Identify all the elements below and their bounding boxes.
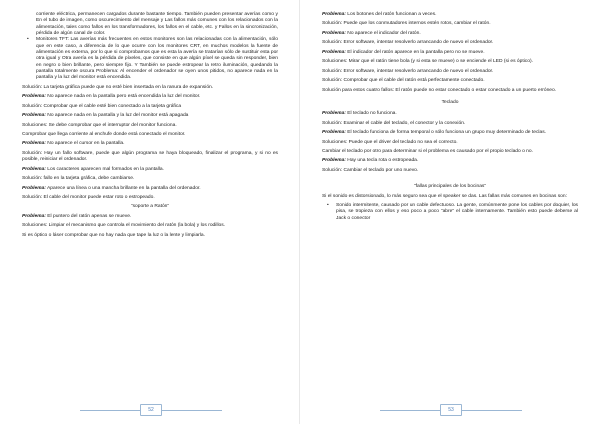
solution-paragraph bbox=[22, 176, 278, 182]
left-paragraphs bbox=[22, 85, 278, 202]
paragraph-text: Solución: El cable del monitor puede estar roto o estropeado. bbox=[22, 194, 155, 200]
paragraph-text: No aparece nada en la pantalla y la luz del monitor está apagada bbox=[45, 113, 189, 119]
bullet-text: Sonido intermitente, causado por un cable defectuoso. La gente, comúnmente pone los cables por doquier, los pisa, se tropieza con ellos y eso poco a poco “abre” el cable internamente. También esto puede deberse al Jack o conector bbox=[336, 203, 578, 221]
bullet-list-speakers bbox=[322, 203, 578, 222]
solution-paragraph bbox=[22, 132, 278, 138]
paragraph-text: Solución: fallo en la tarjeta gráfica, debe cambiarse. bbox=[22, 176, 135, 182]
paragraph-text: Solución: La tarjeta gráfica puede que no esté bien insertada en la ranura de expansión. bbox=[22, 84, 214, 90]
problem-label: Problema: bbox=[322, 30, 346, 36]
paragraph-text: Solución: Comprobar que el cable del ratón está perfectamente conectado. bbox=[322, 78, 485, 84]
page-number-right: 53 bbox=[440, 404, 462, 416]
problem-label: Problema: bbox=[22, 113, 46, 119]
problem-paragraph bbox=[322, 111, 578, 117]
paragraph-text: No aparece el cursor en la pantalla. bbox=[45, 141, 125, 147]
list-item bbox=[27, 37, 278, 81]
paragraph-text: Solución para estos cuatro fallos: El ratón puede no estar conectado o estar conectado a un puerto erróneo. bbox=[322, 87, 557, 93]
list-item bbox=[327, 203, 578, 222]
paragraph-text: Aparece una línea o una mancha brillante en la pantalla del ordenador. bbox=[45, 185, 201, 191]
problem-paragraph bbox=[22, 167, 278, 173]
problem-paragraph bbox=[22, 186, 278, 192]
paragraph-text: Solución: Hay un fallo software, puede que algún programa se haya bloqueado, finalizar el programa, y si no es posible, reiniciar el ordenador. bbox=[22, 150, 278, 163]
solution-paragraph bbox=[322, 149, 578, 155]
solution-paragraph bbox=[322, 78, 578, 84]
paragraph-text: Solución: Puede que los conmutadores internos estén rotos, cambiar el ratón. bbox=[322, 21, 491, 27]
solution-paragraph bbox=[322, 59, 578, 65]
paragraph-text: No aparece nada en la pantalla pero está encendida la luz del monitor. bbox=[45, 94, 201, 100]
problem-paragraph bbox=[22, 214, 278, 220]
paragraph-text: Solución: Error software, intentar resolverlo arrancando de nuevo el ordenador. bbox=[322, 68, 494, 74]
problem-label: Problema: bbox=[22, 185, 46, 191]
bullet-list-monitors bbox=[22, 12, 278, 82]
right-paragraphs-speakers bbox=[322, 194, 578, 200]
paragraph-text: Si es óptico o láser comprobar que no hay nada que tape la luz o la lente y limpiarla. bbox=[22, 232, 205, 238]
paragraph-text: Si el sonido es distorsionado, lo más seguro sea que el speaker se das. Las fallas más comunes en bocinas son: bbox=[322, 193, 567, 199]
paragraph-text: Los caracteres aparecen mal formados en la pantalla. bbox=[45, 166, 164, 172]
right-paragraphs bbox=[322, 12, 578, 94]
solution-paragraph bbox=[22, 233, 278, 239]
paragraph-text: El puntero del ratón apenas se mueve. bbox=[45, 213, 132, 219]
problem-label: Problema: bbox=[322, 158, 346, 164]
problem-label: Problema: bbox=[322, 12, 346, 17]
problem-label: Problema: bbox=[22, 94, 46, 100]
problem-paragraph bbox=[322, 31, 578, 37]
page-number-left: 52 bbox=[140, 404, 162, 416]
paragraph-text: Solución: Examinar el cable del teclado, el conector y la conexión. bbox=[322, 120, 466, 126]
solution-paragraph bbox=[22, 123, 278, 129]
paragraph-text: Soluciones: Se debe comprobar que el interruptor del monitor funciona. bbox=[22, 122, 177, 128]
bullet-text: Monitores TFT: Las averías más frecuentes en estos monitores son las relacionadas con la alimentación, sólo que en este caso, a diferencia de lo que ocurre con los monitores CRT, en muchos modelos la fuente de alimentación es externa, por lo que si comprobamos que es esta la avería se tratarían sólo de sustituir esta por otra igual y Otra avería es la pérdida de píxeles, que consiste en que algún píxel se queda sin responder, bien en negro o bien brillante, pero siempre fijo. Y También se puede estropear la retro iluminación, quedando la pantalla totalmente oscura Problema: Al encender el ordenador se oyen unos pitidos, no aparece nada en la pantalla y la luz del monitor está encendida. bbox=[36, 37, 278, 81]
problem-label: Problema: bbox=[22, 213, 46, 219]
paragraph-text: El teclado funciona de forma temporal o sólo funciona un grupo muy determinado de teclas. bbox=[345, 130, 547, 136]
solution-paragraph bbox=[322, 140, 578, 146]
bullet-icon: • bbox=[327, 203, 329, 209]
problem-paragraph bbox=[322, 12, 578, 18]
solution-paragraph bbox=[322, 121, 578, 127]
paragraph-text: Soluciones: Puede que el driver del teclado no sea el correcto. bbox=[322, 139, 458, 145]
solution-paragraph bbox=[22, 195, 278, 201]
heading-mouse: “soporte a Ratón” bbox=[130, 204, 170, 210]
list-item bbox=[36, 12, 278, 37]
problem-label: Problema: bbox=[322, 111, 346, 117]
problem-label: Problema: bbox=[322, 130, 346, 136]
problem-label: Problema: bbox=[22, 166, 46, 172]
bullet-text: corriente eléctrica, permanecen cargados durante bastante tiempo. También pueden presentar averías como y En el tubo de imagen, como oscurecimiento del mensaje y Las fallos más comunes con los relacionados con la alimentación, tales como fallos en los transformadores, los fallos en el cable, etc. y Fallos en la sincronización, pérdida de algún canal de color. bbox=[36, 12, 278, 37]
paragraph-text: Solución: Cambiar el teclado por uno nuevo. bbox=[322, 167, 419, 173]
problem-paragraph bbox=[322, 158, 578, 164]
paragraph-text: Comprobar que llega corriente al enchufe donde está conectado el monitor. bbox=[22, 131, 186, 137]
paragraph-text: Solución: Comprobar que el cable esté bien conectado a la tarjeta gráfica bbox=[22, 103, 182, 109]
heading-keyboard: Teclado bbox=[441, 99, 459, 105]
solution-paragraph bbox=[322, 168, 578, 174]
problem-paragraph bbox=[322, 50, 578, 56]
solution-paragraph bbox=[322, 194, 578, 200]
paragraph-text: El teclado no funciona. bbox=[345, 111, 397, 117]
bullet-icon: • bbox=[27, 37, 29, 43]
paragraph-text: Hay una tecla rota o estropeada. bbox=[345, 158, 419, 164]
paragraph-text: Soluciones: Mirar que el ratón tiene bola (y si esta se mueve) o se enciende el LED (si es óptico). bbox=[322, 59, 533, 65]
paragraph-text: Solución: Error software, intentar resolverlo arrancando de nuevo el ordenador. bbox=[322, 40, 494, 46]
problem-paragraph bbox=[22, 141, 278, 147]
solution-paragraph bbox=[22, 104, 278, 110]
solution-paragraph bbox=[322, 21, 578, 27]
paragraph-text: Cambiar el teclado por otro para determinar si el problema es causado por el propio teclado o no. bbox=[322, 148, 533, 154]
solution-paragraph bbox=[322, 69, 578, 75]
paragraph-text: No aparece el indicador del ratón. bbox=[345, 30, 421, 36]
left-paragraphs-mouse bbox=[22, 214, 278, 239]
paragraph-text: Los botones del ratón funcionan a veces. bbox=[345, 12, 437, 17]
problem-paragraph bbox=[22, 113, 278, 119]
solution-paragraph bbox=[22, 85, 278, 91]
solution-paragraph bbox=[322, 88, 578, 94]
solution-paragraph bbox=[22, 223, 278, 229]
solution-paragraph bbox=[322, 40, 578, 46]
paragraph-text: Soluciones: Limpiar el mecanismo que controla el movimiento del ratón (la bola) y los rodillos. bbox=[22, 223, 226, 229]
right-paragraphs-keyboard bbox=[322, 111, 578, 174]
page-right bbox=[300, 0, 600, 424]
problem-label: Problema: bbox=[322, 49, 346, 55]
problem-label: Problema: bbox=[22, 141, 46, 147]
heading-speakers: “fallas principales de los bocinas” bbox=[413, 184, 487, 190]
paragraph-text: El indicador del ratón aparece en la pantalla pero no se mueve. bbox=[345, 49, 485, 55]
problem-paragraph bbox=[322, 130, 578, 136]
problem-paragraph bbox=[22, 94, 278, 100]
solution-paragraph bbox=[22, 151, 278, 164]
